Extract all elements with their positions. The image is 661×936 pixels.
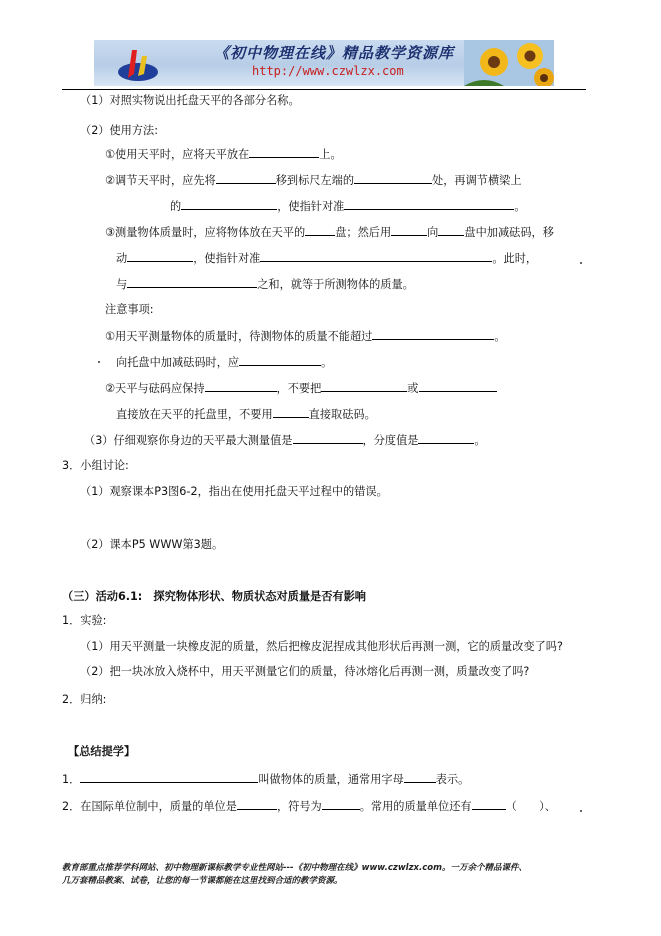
text-segment: （ ）、 [505, 800, 556, 813]
text-line: （1）观察课本P3图6-2，指出在使用托盘天平过程中的错误。 [80, 485, 388, 498]
text-line [116, 354, 332, 371]
fill-blank[interactable] [321, 380, 407, 392]
text-line: 注意事项: [105, 303, 154, 316]
text-segment: ①用天平测量物体的质量时，待测物体的质量不能超过 [105, 330, 373, 343]
text-segment: ，使指针对准 [193, 252, 261, 265]
fill-blank[interactable] [249, 146, 319, 158]
site-logo-icon [116, 44, 160, 84]
fill-blank[interactable] [237, 798, 277, 810]
section-heading: 2．归纳: [62, 693, 107, 706]
text-segment: 盘中加减砝码，移 [464, 226, 554, 239]
text-line: （1）对照实物说出托盘天平的各部分名称。 [80, 94, 300, 107]
fill-blank[interactable] [404, 771, 436, 783]
text-line [84, 432, 486, 449]
text-line [116, 276, 414, 293]
text-segment: ，不要把 [276, 382, 322, 395]
text-segment: 。 [474, 434, 486, 447]
fill-blank[interactable] [472, 798, 506, 810]
margin-mark [580, 810, 582, 812]
text-segment: 1． [62, 773, 81, 786]
activity-heading: （三）活动6.1: 探究物体形状、物质状态对质量是否有影响 [62, 590, 366, 603]
summary-heading: 【总结提学】 [68, 745, 136, 758]
text-segment: 与 [116, 278, 128, 291]
footer-line: 几万套精品教案、试卷，让您的每一节课都能在这里找到合适的教学资源。 [62, 876, 343, 886]
text-segment: ，分度值是 [362, 434, 419, 447]
text-line [62, 771, 469, 788]
header-divider [62, 89, 586, 90]
fill-blank[interactable] [260, 250, 492, 262]
text-segment: 。 [514, 200, 526, 213]
text-line [105, 328, 506, 345]
text-segment: ，符号为 [276, 800, 322, 813]
fill-blank[interactable] [372, 328, 494, 340]
text-segment: 向托盘中加减砝码时，应 [116, 356, 240, 369]
text-segment: 。常用的质量单位还有 [359, 800, 472, 813]
text-line [116, 406, 376, 423]
margin-mark [98, 361, 100, 363]
text-segment: 之和，就等于所测物体的质量。 [257, 278, 414, 291]
fill-blank[interactable] [181, 198, 277, 210]
fill-blank[interactable] [216, 172, 276, 184]
text-segment: 表示。 [435, 773, 470, 786]
text-segment: 2．在国际单位制中，质量的单位是 [62, 800, 237, 813]
text-line [62, 798, 556, 815]
fill-blank[interactable] [354, 172, 432, 184]
sunflower-decoration-icon [464, 40, 554, 86]
text-segment: 直接取砝码。 [308, 408, 376, 421]
fill-blank[interactable] [322, 798, 360, 810]
section-heading: 1．实验: [62, 614, 107, 627]
text-line: （1）用天平测量一块橡皮泥的质量，然后把橡皮泥捏成其他形状后再测一测，它的质量改变了吗? [80, 640, 563, 653]
text-segment: 。 [494, 330, 506, 343]
text-segment: 。 [321, 356, 333, 369]
fill-blank[interactable] [391, 224, 427, 236]
text-segment: 盘；然后用 [335, 226, 392, 239]
fill-blank[interactable] [438, 224, 464, 236]
text-segment: ②天平与砝码应保持 [105, 382, 205, 395]
text-segment: 或 [407, 382, 419, 395]
text-segment: 处，再调节横梁上 [432, 174, 522, 187]
fill-blank[interactable] [418, 432, 474, 444]
text-segment: 。此时， [492, 252, 538, 265]
text-line [105, 146, 342, 163]
section-heading: 3．小组讨论: [62, 459, 129, 472]
fill-blank[interactable] [305, 224, 335, 236]
text-line [170, 198, 526, 215]
fill-blank[interactable] [205, 380, 277, 392]
footer-line: 教育部重点推荐学科网站、初中物理新课标教学专业性网站---《初中物理在线》www.czwlzx.com。一万余个精品课件、 [62, 863, 527, 873]
text-segment: ，使指针对准 [277, 200, 345, 213]
fill-blank[interactable] [344, 198, 514, 210]
fill-blank[interactable] [239, 354, 321, 366]
header-banner [94, 40, 554, 86]
fill-blank[interactable] [127, 276, 257, 288]
text-segment: ③测量物体质量时，应将物体放在天平的 [105, 226, 306, 239]
text-segment: 叫做物体的质量，通常用字母 [258, 773, 404, 786]
text-segment: 的 [170, 200, 182, 213]
fill-blank[interactable] [273, 406, 309, 418]
text-segment: 向 [427, 226, 439, 239]
text-line [105, 172, 522, 189]
text-segment: ①使用天平时，应将天平放在 [105, 148, 250, 161]
text-segment: ②调节天平时，应先将 [105, 174, 216, 187]
margin-mark [580, 262, 582, 264]
text-segment: 上。 [319, 148, 342, 161]
text-line [116, 250, 537, 267]
fill-blank[interactable] [80, 771, 258, 783]
text-line: （2）课本P5 WWW第3题。 [80, 538, 224, 551]
text-line: （2）使用方法: [80, 124, 159, 137]
text-line: （2）把一块冰放入烧杯中，用天平测量它们的质量，待冰熔化后再测一测，质量改变了吗? [80, 665, 530, 678]
banner-title: 《初中物理在线》精品教学资源库 [214, 44, 455, 62]
fill-blank[interactable] [127, 250, 193, 262]
text-line [105, 380, 497, 397]
fill-blank[interactable] [419, 380, 497, 392]
text-segment: 动 [116, 252, 128, 265]
text-segment: 移到标尺左端的 [275, 174, 355, 187]
text-segment: （3）仔细观察你身边的天平最大测量值是 [84, 434, 293, 447]
fill-blank[interactable] [293, 432, 363, 444]
banner-url[interactable]: http://www.czwlzx.com [252, 64, 404, 78]
text-segment: 直接放在天平的托盘里，不要用 [116, 408, 273, 421]
text-line [105, 224, 554, 241]
